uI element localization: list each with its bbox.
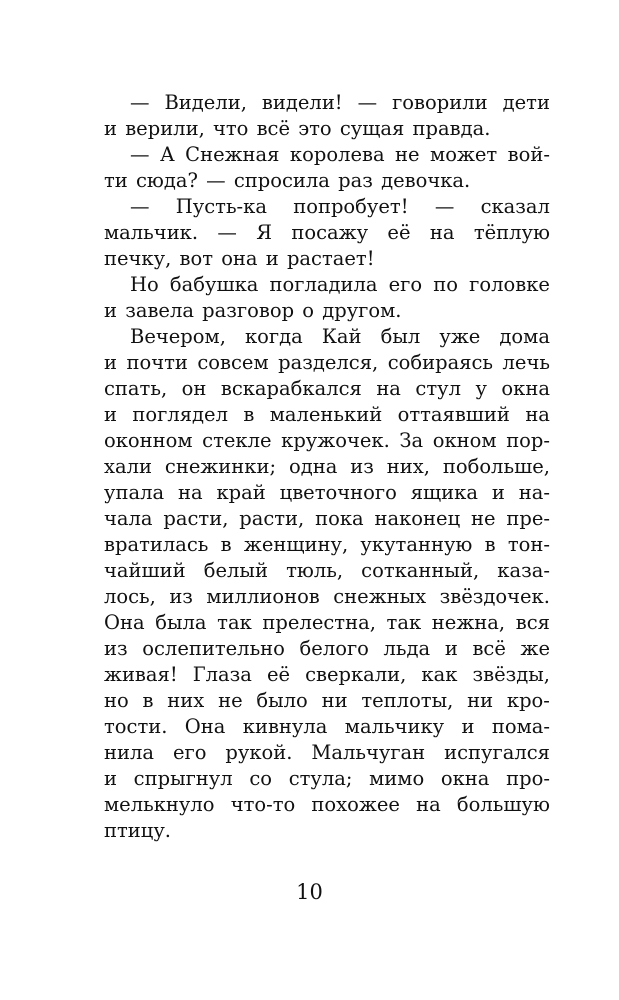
word: в <box>220 533 232 556</box>
word: — <box>434 195 455 218</box>
text-line <box>104 142 550 168</box>
word: разделся, <box>278 351 379 374</box>
word: так <box>217 611 252 634</box>
word: и <box>104 403 117 426</box>
word: стекле <box>202 429 272 452</box>
word: За <box>399 429 424 452</box>
word: вратилась <box>104 533 209 556</box>
word: девочка. <box>381 169 471 192</box>
word: на <box>177 481 203 504</box>
word: пре- <box>506 507 550 530</box>
word: лось, <box>104 585 156 608</box>
word: из <box>169 585 193 608</box>
word: совсем <box>197 351 269 374</box>
word: не <box>218 689 243 712</box>
word: стула; <box>288 767 353 790</box>
word: теплоты, <box>361 689 454 712</box>
word: ящика <box>410 481 478 504</box>
word: пока <box>315 507 364 530</box>
word: спрыгнул <box>133 767 233 790</box>
word: каза- <box>497 559 550 582</box>
text-line <box>104 740 550 766</box>
word: испугался <box>444 741 550 764</box>
word: было <box>256 689 308 712</box>
word: была <box>155 611 207 634</box>
body-text <box>104 90 550 844</box>
word: окна <box>501 377 550 400</box>
word: это <box>298 117 332 140</box>
word: но <box>104 689 129 712</box>
word: всё <box>256 117 291 140</box>
word: он <box>181 377 207 400</box>
word: наконец <box>374 507 461 530</box>
text-line <box>104 688 550 714</box>
word: завела <box>125 299 194 322</box>
text-line <box>104 766 550 792</box>
word: стул <box>415 377 461 400</box>
word: и <box>491 481 505 504</box>
text-line <box>104 558 550 584</box>
text-line <box>104 246 550 272</box>
word: и <box>265 247 279 270</box>
text-line <box>104 584 550 610</box>
word: верили, <box>125 117 205 140</box>
text-line <box>104 506 550 532</box>
word: сказал <box>480 195 550 218</box>
text-line <box>104 90 550 116</box>
word: ни <box>321 689 348 712</box>
word: чала <box>104 507 153 530</box>
word: может <box>430 143 498 166</box>
word: что <box>212 117 249 140</box>
word: Мальчуган <box>311 741 426 764</box>
word: говорили <box>392 91 488 114</box>
word: и <box>104 299 117 322</box>
word: окном <box>432 429 497 452</box>
word: правда. <box>412 117 491 140</box>
word: видели! <box>261 91 343 114</box>
word: попробует! <box>293 195 409 218</box>
word: побольше, <box>442 455 550 478</box>
text-line <box>104 298 550 324</box>
word: кивнула <box>242 715 328 738</box>
word: поглядел <box>132 403 228 426</box>
word: не <box>470 507 496 530</box>
word: королева <box>289 143 385 166</box>
word: женщину, <box>243 533 349 556</box>
word: Но <box>130 273 159 296</box>
word: — <box>130 91 150 114</box>
word: спросила <box>233 169 330 192</box>
word: рукой. <box>225 741 293 764</box>
word: похожее <box>311 793 400 816</box>
word: нежна, <box>431 611 506 634</box>
text-line <box>104 480 550 506</box>
word: чайший <box>104 559 186 582</box>
word: большую <box>456 793 550 816</box>
word: — <box>130 143 150 166</box>
word: когда <box>244 325 303 348</box>
word: цветочного <box>279 481 397 504</box>
word: Пусть-ка <box>175 195 267 218</box>
word: сущая <box>339 117 405 140</box>
word: Вечером, <box>130 325 226 348</box>
word: же <box>520 637 550 660</box>
word: дети <box>502 91 550 114</box>
word: мальчику <box>344 715 445 738</box>
word: расти, <box>163 507 229 530</box>
word: белого <box>299 637 369 660</box>
word: и <box>461 715 475 738</box>
word: мелькнуло <box>104 793 215 816</box>
word: вой- <box>507 143 550 166</box>
word: головке <box>469 273 550 296</box>
text-line <box>104 454 550 480</box>
word: Снежная <box>185 143 280 166</box>
word: Она <box>184 715 226 738</box>
word: пома- <box>491 715 550 738</box>
word: нила <box>104 741 155 764</box>
word: бабушка <box>169 273 259 296</box>
word: другом. <box>322 299 402 322</box>
word: снежинки; <box>164 455 277 478</box>
word: Глаза <box>192 663 252 686</box>
text-line <box>104 662 550 688</box>
word: прелестна, <box>262 611 376 634</box>
word: них, <box>386 455 430 478</box>
word: у <box>475 377 487 400</box>
word: посажу <box>291 221 369 244</box>
word: лечь <box>502 351 550 374</box>
word: кро- <box>506 689 550 712</box>
word: не <box>395 143 420 166</box>
text-line <box>104 350 550 376</box>
word: что-то <box>230 793 296 816</box>
word: Я <box>256 221 273 244</box>
word: ослепительно <box>142 637 285 660</box>
word: сотканный, <box>361 559 480 582</box>
word: собираясь <box>387 351 494 374</box>
word: и <box>444 637 458 660</box>
word: тон- <box>507 533 550 556</box>
word: Она <box>104 611 145 634</box>
word: белый <box>203 559 268 582</box>
word: мимо <box>369 767 425 790</box>
word: снежных <box>333 585 427 608</box>
word: сюда? <box>135 169 198 192</box>
word: был <box>380 325 421 348</box>
word: в <box>142 689 154 712</box>
word: она <box>221 247 258 270</box>
word: раз <box>338 169 373 192</box>
word: миллионов <box>206 585 320 608</box>
word: А <box>159 143 175 166</box>
word: расти, <box>239 507 305 530</box>
text-line <box>104 428 550 454</box>
word: живая! <box>104 663 178 686</box>
word: в <box>484 533 496 556</box>
text-line <box>104 168 550 194</box>
word: вскарабкался <box>220 377 362 400</box>
word: звёзды, <box>472 663 550 686</box>
word: и <box>104 117 117 140</box>
page-number: 10 <box>296 880 323 904</box>
word: пор- <box>506 429 550 452</box>
word: её <box>266 663 291 686</box>
word: птицу. <box>104 819 171 842</box>
word: на <box>429 221 455 244</box>
word: из <box>104 637 128 660</box>
word: всё <box>472 637 506 660</box>
word: из <box>350 455 374 478</box>
word: уже <box>439 325 481 348</box>
word: и <box>104 767 117 790</box>
word: сверкали, <box>305 663 407 686</box>
word: звёздочек. <box>439 585 550 608</box>
word: вся <box>515 611 550 634</box>
word: Кай <box>321 325 362 348</box>
word: погладила <box>269 273 378 296</box>
word: растает! <box>286 247 375 270</box>
word: маленький <box>269 403 383 426</box>
word: одна <box>288 455 338 478</box>
word: оттаявший <box>397 403 510 426</box>
word: на <box>416 793 441 816</box>
text-line <box>104 116 550 142</box>
word: на <box>525 403 550 426</box>
word: про- <box>506 767 550 790</box>
word: на <box>376 377 401 400</box>
text-line <box>104 818 550 844</box>
text-line <box>104 272 550 298</box>
text-line <box>104 324 550 350</box>
word: — <box>206 169 226 192</box>
word: вот <box>179 247 213 270</box>
word: дома <box>499 325 550 348</box>
text-line <box>104 610 550 636</box>
word: со <box>249 767 273 790</box>
text-line <box>104 402 550 428</box>
word: — <box>130 195 150 218</box>
text-line <box>104 792 550 818</box>
word: укутанную <box>360 533 473 556</box>
text-line <box>104 714 550 740</box>
word: его <box>388 273 423 296</box>
word: и <box>104 351 117 374</box>
word: край <box>216 481 266 504</box>
word: его <box>172 741 207 764</box>
word: почти <box>126 351 188 374</box>
word: ти <box>104 169 128 192</box>
text-line <box>104 532 550 558</box>
word: упала <box>104 481 165 504</box>
word: в <box>243 403 255 426</box>
word: Видели, <box>164 91 247 114</box>
word: разговор <box>202 299 295 322</box>
word: — <box>217 221 237 244</box>
word: тюль, <box>286 559 344 582</box>
word: окна <box>440 767 490 790</box>
word: тости. <box>104 715 168 738</box>
text-line <box>104 376 550 402</box>
word: спать, <box>104 377 168 400</box>
word: ни <box>467 689 494 712</box>
word: печку, <box>104 247 172 270</box>
word: о <box>302 299 315 322</box>
word: льда <box>383 637 431 660</box>
word: — <box>357 91 378 114</box>
word: мальчик. <box>104 221 199 244</box>
word: кружочек. <box>281 429 390 452</box>
text-line <box>104 636 550 662</box>
word: оконном <box>104 429 193 452</box>
word: тёплую <box>473 221 550 244</box>
word: по <box>433 273 459 296</box>
text-line <box>104 194 550 220</box>
word: её <box>387 221 411 244</box>
word: на- <box>518 481 550 504</box>
word: как <box>421 663 458 686</box>
word: хали <box>104 455 153 478</box>
word: них <box>167 689 205 712</box>
word: так <box>386 611 422 634</box>
text-line <box>104 220 550 246</box>
